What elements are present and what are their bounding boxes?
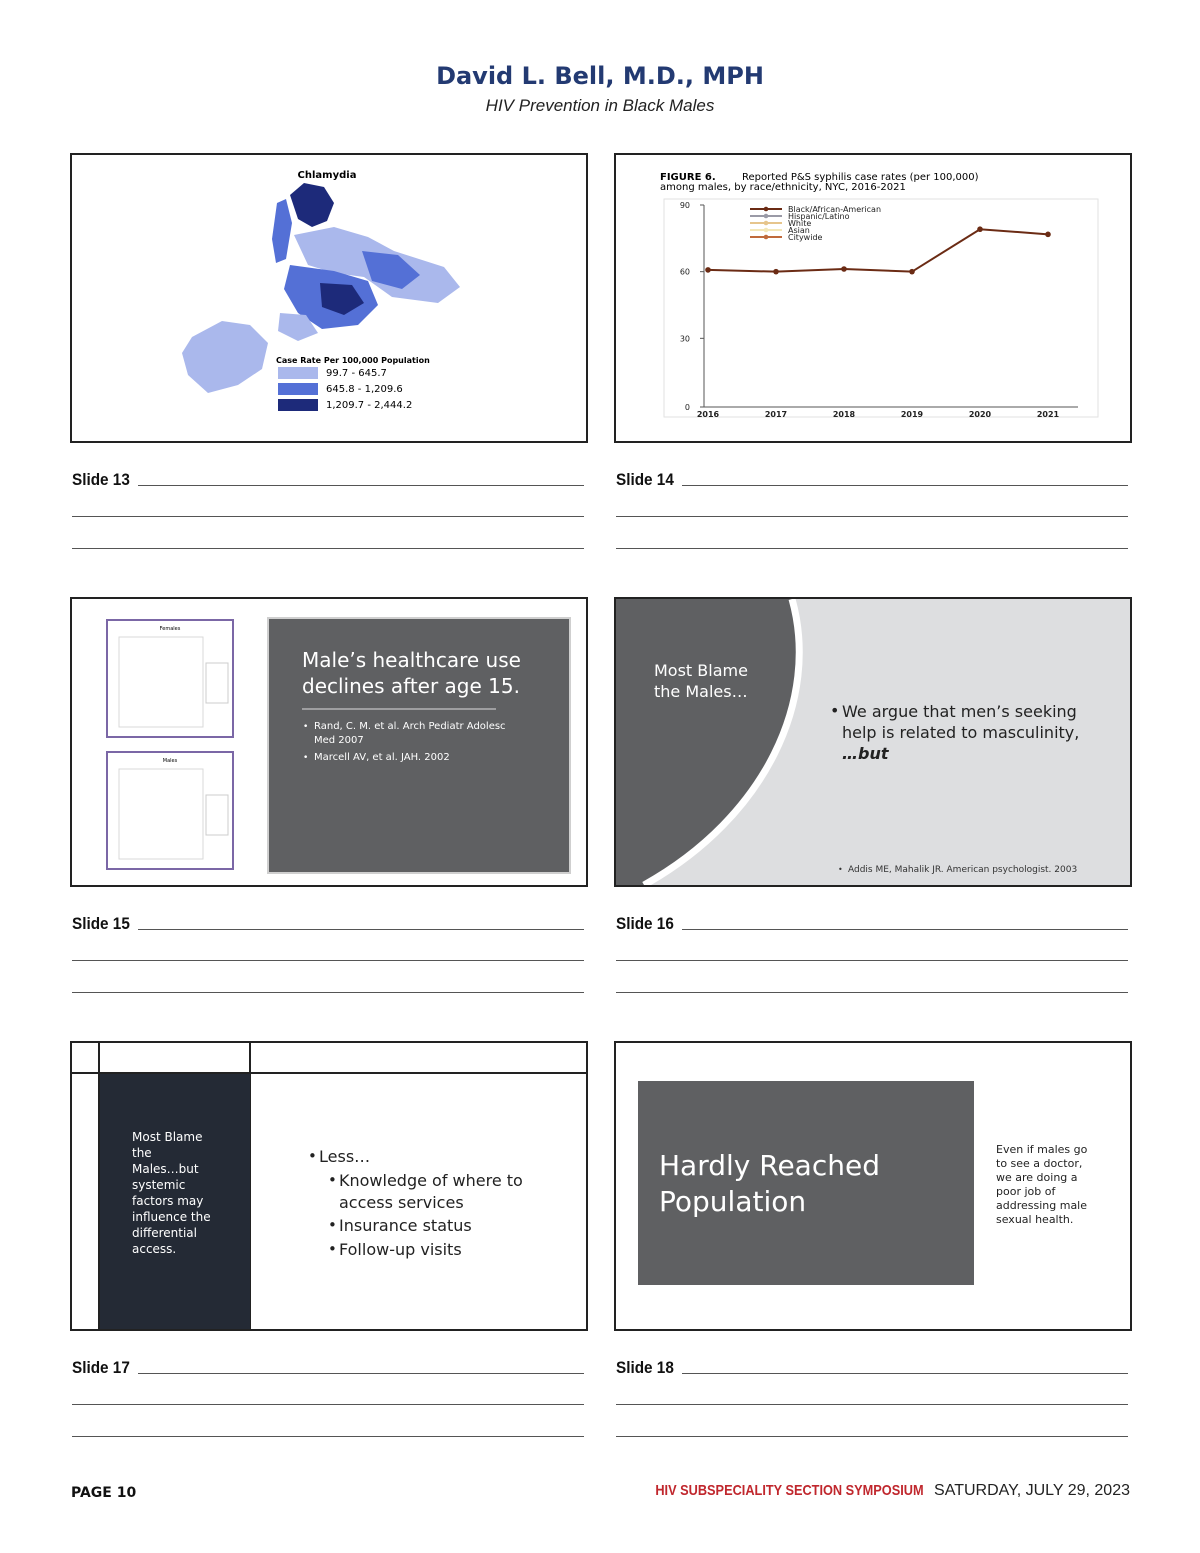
map-legend-title: Case Rate Per 100,000 Population	[276, 356, 430, 365]
note-line[interactable]	[616, 516, 1128, 517]
slide-16-canvas	[616, 599, 1130, 885]
slide-17-side-text-8: access.	[132, 1242, 177, 1256]
chart-x-tick-label: 2017	[764, 410, 788, 419]
map-region-staten-island	[182, 321, 268, 393]
footer-symposium: HIV SUBSPECIALITY SECTION SYMPOSIUM	[655, 1482, 924, 1499]
note-line[interactable]	[72, 1404, 584, 1405]
chart-x-tick-label: 2019	[900, 410, 924, 419]
note-line[interactable]	[616, 960, 1128, 961]
chart-y-tick-label: 60	[679, 267, 690, 277]
slide-17-sub-bullet-1-cont: access services	[339, 1193, 464, 1212]
chart-x-tick-label: 2016	[696, 410, 720, 419]
chart-plot-background	[664, 199, 1098, 417]
slide-17-side-text-6: influence the	[132, 1210, 211, 1224]
chart-legend-label: Black/African-American	[788, 205, 882, 214]
slide-14-thumbnail	[614, 153, 1132, 443]
slide-17-label: Slide 17	[72, 1358, 130, 1377]
chart-y-tick-label: 30	[679, 334, 690, 344]
slide-17-side-text-5: factors may	[132, 1194, 204, 1208]
note-line[interactable]	[138, 1373, 584, 1374]
legend-label-mid: 645.8 - 1,209.6	[326, 384, 403, 395]
chart-legend-label: Asian	[788, 226, 810, 235]
note-line[interactable]	[616, 1436, 1128, 1437]
slide-17-side-text-2: the	[132, 1146, 152, 1160]
slide-18-label: Slide 18	[616, 1358, 674, 1377]
slide-17-side-text-1: Most Blame	[132, 1130, 203, 1144]
bullet-dot: •	[303, 722, 309, 732]
page-number: PAGE 10	[71, 1485, 137, 1501]
slide-13-label: Slide 13	[72, 470, 130, 489]
chart-x-tick-label: 2020	[968, 410, 992, 419]
slide-18-thumbnail	[614, 1041, 1132, 1331]
slide-18-canvas	[616, 1043, 1130, 1329]
bullet-dot: •	[328, 1216, 337, 1234]
chart-data-point	[977, 226, 983, 232]
slide-18-side-text-2: to see a doctor,	[996, 1157, 1083, 1170]
chart-legend-label: White	[788, 219, 812, 228]
page-subtitle: HIV Prevention in Black Males	[485, 96, 715, 115]
slide-17-bullet: Less…	[319, 1147, 371, 1166]
slide-15-thumbnail	[70, 597, 588, 887]
chart-title-line2: among males, by race/ethnicity, NYC, 2016-2021	[660, 182, 906, 193]
slide-17-side-text-3: Males…but	[132, 1162, 199, 1176]
note-line[interactable]	[138, 929, 584, 930]
bullet-dot: •	[830, 701, 840, 720]
bullet-dot: •	[328, 1171, 337, 1189]
map-region-manhattan	[272, 199, 292, 263]
bullet-dot: •	[838, 865, 843, 874]
slide-15-ref-1-cont: Med 2007	[314, 735, 364, 746]
slide-15-canvas	[72, 599, 586, 885]
chlamydia-map	[72, 155, 586, 441]
mini-chart-females-plot	[119, 637, 203, 727]
slide-18-side-text-1: Even if males go	[996, 1143, 1088, 1156]
legend-label-low: 99.7 - 645.7	[326, 368, 387, 379]
map-title: Chlamydia	[297, 170, 357, 181]
slide-17-sub-bullet-3: Follow-up visits	[339, 1240, 462, 1259]
footer-event	[608, 1482, 1130, 1500]
note-line[interactable]	[72, 1436, 584, 1437]
slide-16-bullet-line2: help is related to masculinity,	[842, 723, 1080, 742]
chart-y-tick-label: 0	[684, 403, 690, 412]
slide-16-bullet-line3: …but	[842, 744, 889, 763]
note-line[interactable]	[138, 485, 584, 486]
slide-18-side-text-5: addressing male	[996, 1199, 1088, 1212]
chart-x-tick-label: 2018	[832, 410, 856, 419]
slide-17-sub-bullet-1: Knowledge of where to	[339, 1171, 523, 1190]
chart-figure-label: FIGURE 6.	[660, 172, 716, 183]
mini-chart-males-title: Males	[162, 758, 178, 764]
slide-18-side-text-4: poor job of	[996, 1185, 1056, 1198]
mini-chart-males-legend	[206, 795, 228, 835]
slide-15-label: Slide 15	[72, 914, 130, 933]
chart-legend-marker	[764, 235, 769, 240]
slide-16-title-line2: the Males…	[654, 682, 748, 701]
bullet-dot: •	[303, 753, 309, 763]
slide-15-ref-2: Marcell AV, et al. JAH. 2002	[314, 752, 450, 763]
bullet-dot: •	[328, 1240, 337, 1258]
chart-legend-marker	[764, 207, 769, 212]
note-line[interactable]	[682, 1373, 1128, 1374]
chart-legend-label: Hispanic/Latino	[788, 212, 850, 221]
chart-x-tick-label: 2021	[1036, 410, 1060, 419]
slide-17-canvas	[72, 1043, 586, 1329]
slide-18-side-text-6: sexual health.	[996, 1213, 1074, 1226]
legend-label-high: 1,209.7 - 2,444.2	[326, 400, 413, 411]
legend-swatch-low	[278, 367, 318, 379]
chart-data-point	[1045, 232, 1051, 238]
note-line[interactable]	[616, 1404, 1128, 1405]
note-line[interactable]	[72, 992, 584, 993]
syphilis-line-chart	[616, 155, 1130, 441]
slide-16-reference: Addis ME, Mahalik JR. American psychologist. 2003	[848, 865, 1078, 875]
slide-16-bullet-line1: We argue that men’s seeking	[842, 702, 1077, 721]
slide-17-side-text-4: systemic	[132, 1178, 186, 1192]
note-line[interactable]	[72, 960, 584, 961]
legend-swatch-mid	[278, 383, 318, 395]
chart-data-point	[773, 269, 779, 275]
slide-15-title-line2: declines after age 15.	[302, 674, 520, 698]
mini-chart-males-plot	[119, 769, 203, 859]
chart-legend-label: Citywide	[788, 233, 823, 242]
slide-16-label: Slide 16	[616, 914, 674, 933]
map-region-bronx	[290, 183, 334, 227]
chart-legend-marker	[764, 221, 769, 226]
slide-16-title-line1: Most Blame	[654, 661, 748, 680]
mini-chart-females-title: Females	[159, 626, 181, 632]
bullet-dot: •	[308, 1147, 317, 1165]
chart-legend-marker	[764, 214, 769, 219]
chart-data-point	[909, 269, 915, 275]
slide-17-side-text-7: differential	[132, 1226, 197, 1240]
slide-13-thumbnail	[70, 153, 588, 443]
slide-18-title-line2: Population	[659, 1185, 807, 1218]
page-title: David L. Bell, M.D., MPH	[436, 62, 764, 90]
chart-data-point	[705, 267, 711, 273]
slide-18-title-panel	[638, 1081, 974, 1285]
slide-18-title-line1: Hardly Reached	[659, 1149, 880, 1182]
slide-14-label: Slide 14	[616, 470, 674, 489]
footer-date: SATURDAY, JULY 29, 2023	[934, 1482, 1130, 1499]
chart-title-line1: Reported P&S syphilis case rates (per 100,000)	[742, 172, 979, 183]
chart-legend-marker	[764, 228, 769, 233]
note-line[interactable]	[616, 548, 1128, 549]
note-line[interactable]	[682, 485, 1128, 486]
chart-data-point	[841, 266, 847, 272]
legend-swatch-high	[278, 399, 318, 411]
note-line[interactable]	[72, 516, 584, 517]
mini-chart-females-legend	[206, 663, 228, 703]
slide-15-title-line1: Male’s healthcare use	[302, 648, 521, 672]
slide-15-ref-1: Rand, C. M. et al. Arch Pediatr Adolesc	[314, 721, 506, 732]
slide-16-thumbnail	[614, 597, 1132, 887]
note-line[interactable]	[72, 548, 584, 549]
slide-17-sub-bullet-2: Insurance status	[339, 1216, 472, 1235]
slide-18-side-text-3: we are doing a	[996, 1171, 1078, 1184]
note-line[interactable]	[616, 992, 1128, 993]
note-line[interactable]	[682, 929, 1128, 930]
slide-17-thumbnail	[70, 1041, 588, 1331]
chart-y-tick-label: 90	[679, 201, 690, 210]
